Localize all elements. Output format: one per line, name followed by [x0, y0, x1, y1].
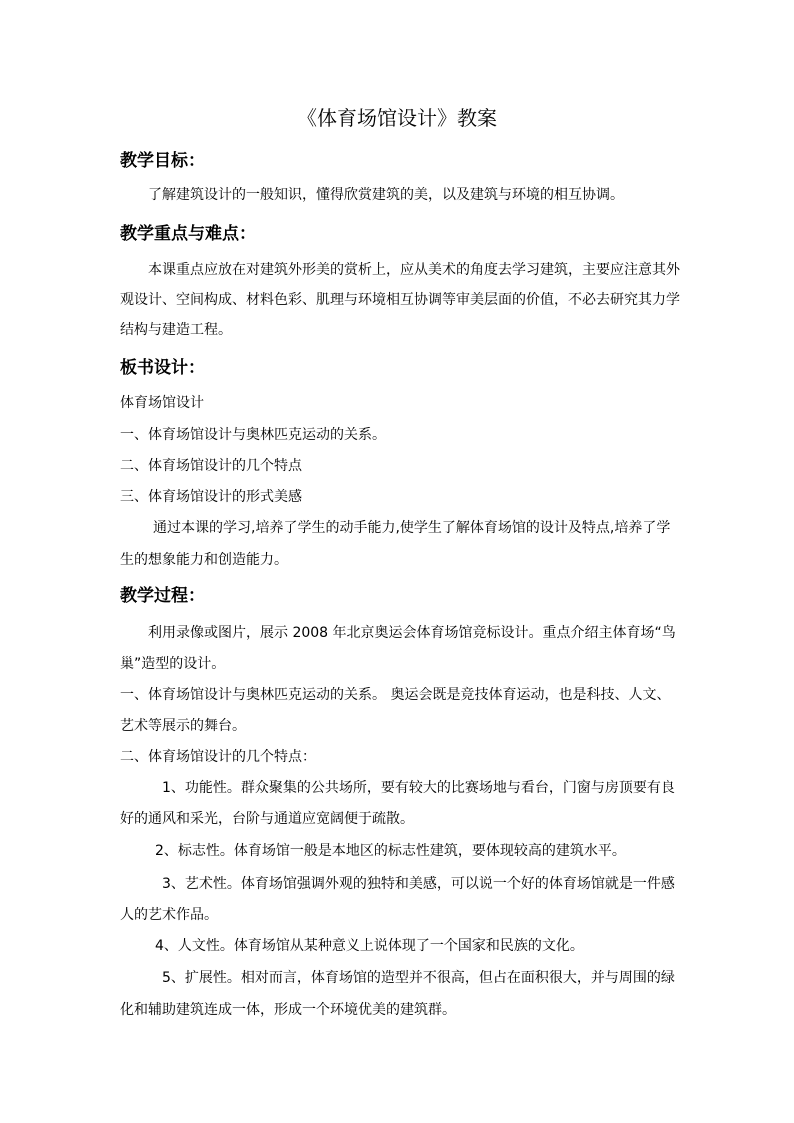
key-points-line-3: 结构与建造工程。 [120, 322, 232, 338]
heading-process: 教学过程： [120, 586, 205, 606]
process-intro-line-2: 巢”造型的设计。 [120, 656, 226, 672]
process-intro-line-1: 利用录像或图片，展示 2008 年北京奥运会体育场馆竞标设计。重点介绍主体育场“鸟 [148, 625, 676, 641]
feature-1-line-2: 好的通风和采光，台阶与通道应宽阔便于疏散。 [120, 811, 414, 827]
feature-3-line-1: 3、艺术性。体育场馆强调外观的独特和美感，可以说一个好的体育场馆就是一件感 [162, 876, 675, 892]
feature-5-line-1: 5、扩展性。相对而言，体育场馆的造型并不很高，但占在面积很大，并与周围的绿 [162, 970, 675, 986]
key-points-line-1: 本课重点应放在对建筑外形美的赏析上，应从美术的角度去学习建筑，主要应注意其外 [148, 262, 680, 278]
feature-4: 4、人文性。体育场馆从某种意义上说体现了一个国家和民族的文化。 [155, 938, 584, 954]
process-section1-line-1: 一、体育场馆设计与奥林匹克运动的关系。 奥运会既是竞技体育运动，也是科技、人文、 [120, 687, 671, 703]
board-item-2: 一、体育场馆设计与奥林匹克运动的关系。 [120, 427, 386, 443]
heading-key-points: 教学重点与难点： [120, 224, 256, 244]
board-item-1: 体育场馆设计 [120, 395, 204, 411]
board-item-3: 二、体育场馆设计的几个特点 [120, 458, 302, 474]
feature-2: 2、标志性。体育场馆一般是本地区的标志性建筑，要体现较高的建筑水平。 [155, 843, 626, 859]
objective-text: 了解建筑设计的一般知识，懂得欣赏建筑的美，以及建筑与环境的相互协调。 [148, 187, 624, 203]
key-points-line-2: 观设计、空间构成、材料色彩、肌理与环境相互协调等审美层面的价值，不必去研究其力学 [120, 292, 680, 308]
board-item-4: 三、体育场馆设计的形式美感 [120, 489, 302, 505]
feature-1-line-1: 1、功能性。群众聚集的公共场所，要有较大的比赛场地与看台，门窗与房顶要有良 [162, 780, 675, 796]
board-summary-line-2: 生的想象能力和创造能力。 [120, 552, 288, 568]
board-summary-line-1: 通过本课的学习,培养了学生的动手能力,使学生了解体育场馆的设计及特点,培养了学 [153, 520, 671, 536]
feature-3-line-2: 人的艺术作品。 [120, 907, 218, 923]
feature-5-line-2: 化和辅助建筑连成一体，形成一个环境优美的建筑群。 [120, 1002, 456, 1018]
heading-board: 板书设计： [120, 358, 205, 378]
process-section2-heading: 二、体育场馆设计的几个特点： [120, 749, 316, 765]
heading-objective: 教学目标： [120, 151, 205, 171]
document-title: 《体育场馆设计》教案 [297, 106, 497, 130]
process-section1-line-2: 艺术等展示的舞台。 [120, 718, 246, 734]
